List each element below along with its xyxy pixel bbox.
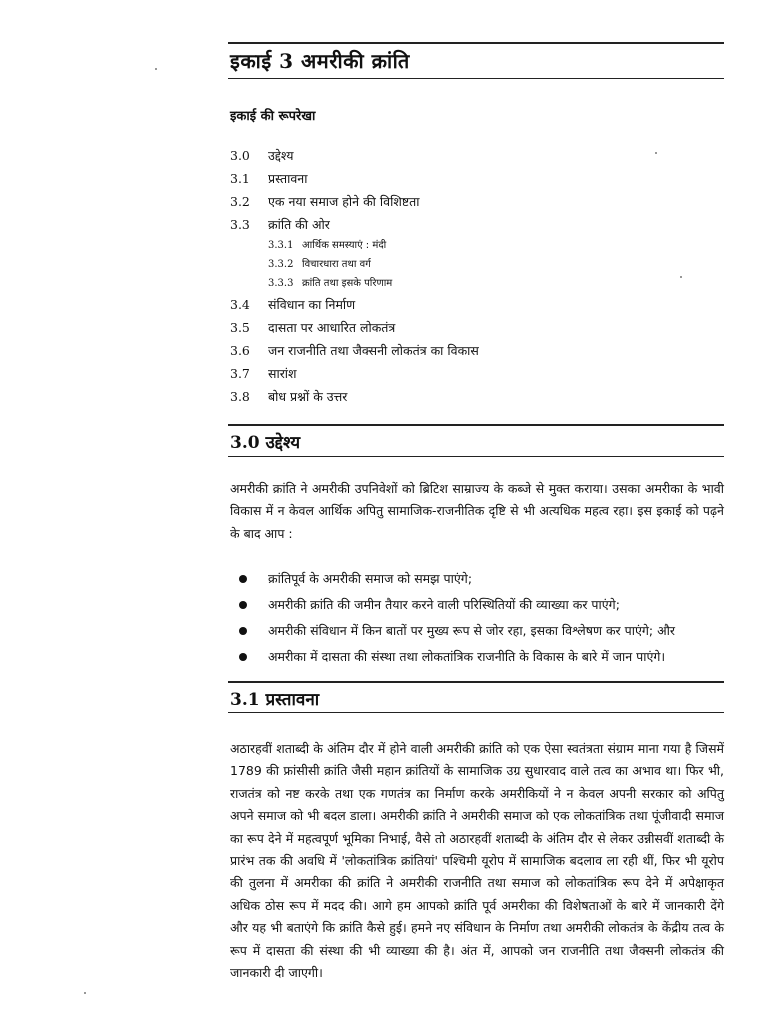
- toc-number: 3.2: [230, 194, 250, 209]
- scan-speck: [155, 68, 157, 70]
- toc-row: [230, 144, 710, 167]
- section-intro-bottom-rule: [228, 712, 724, 713]
- toc-number: 3.8: [230, 389, 250, 404]
- intro-paragraph: अठारहवीं शताब्दी के अंतिम दौर में होने वाली अमरीकी क्रांति को एक ऐसा स्वतंत्रता संग्राम माना गया है जिसमें 1789 की फ्रांसीसी क्रांति जैसी महान क्रांतियों के सामाजिक उग्र सुधारवाद वाले तत्व का अभाव था। फिर भी, राजतंत्र को नष्ट करके तथा एक गणतंत्र का निर्माण करके अमरीकियों ने न केवल अपनी सरकार को अपितु अपने समाज को भी बदल डाला। अमरीकी क्रांति ने अमरीकी समाज को एक लोकतांत्रिक तथा पूंजीवादी समाज का रूप देने में महत्वपूर्ण भूमिका निभाई, वैसे तो अठारहवीं शताब्दी के अंतिम दौर से लेकर उन्नीसवीं शताब्दी के प्रारंभ तक की अवधि में 'लोकतांत्रिक क्रांतियां' पश्चिमी यूरोप में सामाजिक बदलाव ला रही थीं, फिर भी यूरोप की तुलना में अमरीका की क्रांति ने अमरीकी राजनीति तथा समाज को लोकतांत्रिक रूप देने में अपेक्षाकृत अधिक ठोस रूप में मदद की। आगे हम आपको क्रांति पूर्व अमरीका की विशेषताओं के बारे में जानकारी देंगे और यह भी बताएंगे कि क्रांति कैसे हुई। हमने नए संविधान के निर्माण तथा अमरीकी लोकतंत्र के केंद्रीय तत्व के रूप में दासता की संस्था की भी व्याख्या की है। अंत में, आपको जन राजनीति तथा जैक्सनी लोकतंत्र की जानकारी दी जाएगी।: [230, 741, 724, 981]
- toc-text: दासता पर आधारित लोकतंत्र: [268, 320, 396, 335]
- title-top-rule: [228, 42, 724, 44]
- toc-text: विचारधारा तथा वर्ग: [302, 259, 371, 270]
- toc-number: 3.1: [230, 171, 250, 186]
- toc-row: [230, 167, 710, 190]
- bullet-text: अमरीका में दासता की संस्था तथा लोकतांत्रिक राजनीति के विकास के बारे में जान पाएंगे।: [268, 649, 666, 664]
- toc-row: [230, 339, 710, 362]
- toc-row: [230, 385, 710, 408]
- scan-speck: [655, 152, 657, 154]
- toc-number: 3.4: [230, 297, 250, 312]
- toc-number: 3.5: [230, 320, 250, 335]
- toc-text: संविधान का निर्माण: [268, 297, 356, 312]
- toc-subrow: [230, 274, 710, 293]
- toc-text: उद्देश्य: [268, 148, 294, 163]
- table-of-contents: [230, 144, 710, 408]
- bullet-icon: [239, 575, 247, 583]
- toc-subrow: [230, 236, 710, 255]
- bullet-item: [230, 644, 724, 670]
- section-objectives-top-rule: [228, 424, 724, 426]
- toc-number: 3.3: [230, 217, 250, 232]
- toc-text: जन राजनीति तथा जैक्सनी लोकतंत्र का विकास: [268, 343, 479, 358]
- section-intro-heading: 3.1 प्रस्तावना: [230, 690, 320, 710]
- outline-heading: इकाई की रूपरेखा: [230, 109, 316, 124]
- bullet-icon: [239, 627, 247, 635]
- toc-number: 3.7: [230, 366, 250, 381]
- objectives-paragraph: अमरीकी क्रांति ने अमरीकी उपनिवेशों को ब्रिटिश साम्राज्य के कब्जे से मुक्त कराया। उसका अमरीका के भावी विकास में न केवल आर्थिक अपितु सामाजिक-राजनीतिक दृष्टि से भी अत्यधिक महत्व रहा। इस इकाई को पढ़ने के बाद आप :: [230, 481, 724, 541]
- toc-text: क्रांति तथा इसके परिणाम: [302, 278, 393, 289]
- bullet-item: [230, 618, 724, 644]
- section-intro-top-rule: [228, 681, 724, 683]
- toc-text: प्रस्तावना: [268, 171, 308, 186]
- toc-number: 3.3.3: [268, 278, 294, 289]
- scan-speck: [84, 992, 86, 994]
- bullet-item: [230, 566, 724, 592]
- bullet-text: अमरीकी क्रांति की जमीन तैयार करने वाली परिस्थितियों की व्याख्या कर पाएंगे;: [268, 597, 620, 612]
- bullet-icon: [239, 653, 247, 661]
- toc-number: 3.0: [230, 148, 250, 163]
- toc-text: सारांश: [268, 366, 297, 381]
- title-bottom-rule: [228, 78, 724, 79]
- toc-row: [230, 293, 710, 316]
- objectives-bullet-list: [230, 566, 724, 670]
- section-objectives-bottom-rule: [228, 456, 724, 457]
- bullet-text: अमरीकी संविधान में किन बातों पर मुख्य रूप से जोर रहा, इसका विश्लेषण कर पाएंगे; और: [268, 623, 676, 638]
- toc-row: [230, 213, 710, 236]
- scan-speck: [680, 276, 682, 278]
- bullet-item: [230, 592, 724, 618]
- toc-number: 3.3.2: [268, 259, 294, 270]
- bullet-text: क्रांतिपूर्व के अमरीकी समाज को समझ पाएंगे;: [268, 571, 473, 586]
- toc-row: [230, 316, 710, 339]
- toc-text: बोध प्रश्नों के उत्तर: [268, 389, 348, 404]
- toc-text: आर्थिक समस्याएं : मंदी: [302, 240, 387, 251]
- toc-row: [230, 362, 710, 385]
- toc-text: क्रांति की ओर: [268, 217, 330, 232]
- section-objectives-heading: 3.0 उद्देश्य: [230, 433, 301, 453]
- toc-number: 3.6: [230, 343, 250, 358]
- toc-row: [230, 190, 710, 213]
- toc-subrow: [230, 255, 710, 274]
- bullet-icon: [239, 601, 247, 609]
- unit-title: इकाई 3 अमरीकी क्रांति: [230, 49, 410, 73]
- toc-text: एक नया समाज होने की विशिष्टता: [268, 194, 420, 209]
- toc-number: 3.3.1: [268, 240, 294, 251]
